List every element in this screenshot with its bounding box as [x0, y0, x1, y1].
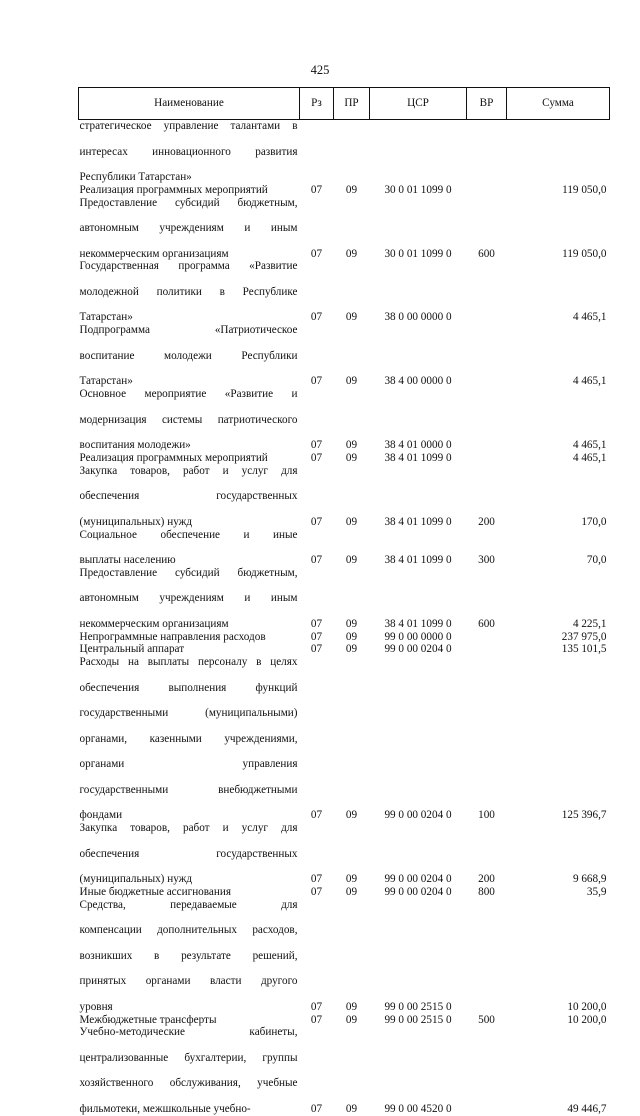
row-name	[79, 197, 300, 261]
row-pr: 09	[345, 375, 358, 388]
header-rz: Рз	[300, 88, 334, 120]
row-vr: 800	[478, 885, 495, 898]
row-csr	[370, 120, 467, 184]
header-pr: ПР	[334, 88, 370, 120]
row-name-line: (муниципальных) нужд	[79, 515, 193, 528]
row-name-line: уровня	[79, 1000, 113, 1013]
row-name-line: Закупка товаров, работ и услуг для	[79, 822, 298, 835]
row-name	[79, 324, 300, 388]
row-pr: 09	[345, 1102, 358, 1115]
row-csr: 38 4 01 1099 0	[384, 451, 452, 464]
row-name-line: Подпрограмма «Патриотическое	[79, 324, 298, 337]
row-pr: 09	[345, 311, 358, 324]
row-vr: 600	[478, 247, 495, 260]
row-sum: 49 446,7	[567, 1102, 607, 1115]
row-name-line: Предоставление субсидий бюджетным,	[79, 566, 298, 579]
row-name-line: принятых органами власти другого	[79, 975, 298, 988]
row-rz: 07	[310, 554, 323, 567]
row-pr: 09	[345, 885, 358, 898]
row-csr: 38 4 00 0000 0	[384, 375, 452, 388]
row-name-line: возникших в результате решений,	[79, 949, 298, 962]
row-vr	[467, 1026, 507, 1115]
row-name-line: выплаты населению	[79, 554, 176, 567]
row-vr: 100	[478, 809, 495, 822]
table-row	[79, 1026, 610, 1115]
row-csr: 99 0 00 0000 0	[384, 630, 452, 643]
row-rz: 07	[310, 439, 323, 452]
table-row	[79, 324, 610, 388]
row-sum: 70,0	[586, 554, 607, 567]
row-name-line: Закупка товаров, работ и услуг для	[79, 464, 298, 477]
row-pr: 09	[345, 1013, 358, 1026]
row-name-line: Расходы на выплаты персоналу в целях	[79, 656, 298, 669]
table-row	[79, 197, 610, 261]
row-csr: 99 0 00 2515 0	[384, 1000, 452, 1013]
row-name	[79, 643, 300, 656]
header-sum: Сумма	[507, 88, 610, 120]
row-name-line: компенсации дополнительных расходов,	[79, 924, 298, 937]
row-csr: 38 4 01 0000 0	[384, 439, 452, 452]
row-vr	[467, 631, 507, 644]
row-name	[79, 567, 300, 631]
table-row	[79, 388, 610, 452]
row-vr	[467, 899, 507, 1014]
row-sum: 4 465,1	[572, 439, 607, 452]
row-sum: 125 396,7	[561, 809, 607, 822]
budget-table	[78, 87, 610, 1116]
row-csr: 30 0 01 1099 0	[384, 247, 452, 260]
row-pr: 09	[345, 643, 358, 656]
row-name-line: Татарстан»	[79, 375, 133, 388]
row-name-line: хозяйственного обслуживания, учебные	[79, 1077, 298, 1090]
row-csr: 38 0 00 0000 0	[384, 311, 452, 324]
header-vr: ВР	[467, 88, 507, 120]
table-row	[79, 260, 610, 324]
row-name	[79, 120, 300, 184]
row-name-line: Республики Татарстан»	[79, 171, 192, 184]
row-name-line: (муниципальных) нужд	[79, 873, 193, 886]
row-name-line: воспитания молодежи»	[79, 439, 191, 452]
row-pr: 09	[345, 554, 358, 567]
row-vr: 200	[478, 515, 495, 528]
table-row	[79, 529, 610, 567]
row-rz: 07	[310, 311, 323, 324]
row-name-line: молодежной политики в Республике	[79, 285, 298, 298]
table-row	[79, 184, 610, 197]
row-vr	[467, 260, 507, 324]
row-pr: 09	[345, 873, 358, 886]
row-rz: 07	[310, 183, 323, 196]
row-name-line: модернизация системы патриотического	[79, 413, 298, 426]
row-sum: 4 465,1	[572, 451, 607, 464]
row-vr: 300	[478, 554, 495, 567]
row-name-line: централизованные бухгалтерии, группы	[79, 1051, 298, 1064]
row-name	[79, 631, 300, 644]
row-sum: 170,0	[581, 515, 607, 528]
row-name-line: обеспечения выполнения функций	[79, 681, 298, 694]
row-name-line: фильмотеки, межшкольные учебно-	[79, 1102, 251, 1115]
row-sum: 10 200,0	[567, 1013, 607, 1026]
row-rz: 07	[310, 885, 323, 898]
row-rz	[300, 120, 334, 184]
row-rz: 07	[310, 1013, 323, 1026]
row-vr: 200	[478, 873, 495, 886]
row-pr: 09	[345, 617, 358, 630]
row-rz: 07	[310, 630, 323, 643]
row-name	[79, 465, 300, 529]
row-name-line: воспитание молодежи Республики	[79, 349, 298, 362]
row-vr	[467, 643, 507, 656]
row-pr: 09	[345, 1000, 358, 1013]
table-row	[79, 899, 610, 1014]
row-name	[79, 184, 300, 197]
row-name	[79, 899, 300, 1014]
row-pr	[334, 120, 370, 184]
row-sum: 4 225,1	[572, 617, 607, 630]
row-name-line: автономным учреждениям и иным	[79, 222, 298, 235]
table-row	[79, 822, 610, 886]
row-pr: 09	[345, 809, 358, 822]
row-name-line: Непрограммные направления расходов	[79, 630, 266, 643]
table-row	[79, 631, 610, 644]
table-row	[79, 452, 610, 465]
row-rz: 07	[310, 1102, 323, 1115]
row-sum: 119 050,0	[562, 247, 607, 260]
row-rz: 07	[310, 515, 323, 528]
row-name	[79, 260, 300, 324]
row-name-line: Реализация программных мероприятий	[79, 451, 268, 464]
row-name-line: Основное мероприятие «Развитие и	[79, 388, 298, 401]
table-row	[79, 886, 610, 899]
row-vr	[467, 452, 507, 465]
row-name-line: Предоставление субсидий бюджетным,	[79, 196, 298, 209]
row-name-line: обеспечения государственных	[79, 490, 298, 503]
row-rz: 07	[310, 617, 323, 630]
row-vr	[467, 324, 507, 388]
row-name	[79, 886, 300, 899]
table-row	[79, 465, 610, 529]
table-row	[79, 1014, 610, 1027]
row-name	[79, 452, 300, 465]
row-sum: 135 101,5	[561, 643, 607, 656]
table-header-row	[79, 88, 610, 120]
row-name-line: органами, казенными учреждениями,	[79, 732, 298, 745]
row-rz: 07	[310, 873, 323, 886]
table-row	[79, 656, 610, 822]
row-sum	[507, 120, 610, 184]
table-row	[79, 120, 610, 184]
row-sum: 237 975,0	[561, 630, 607, 643]
row-csr: 99 0 00 0204 0	[384, 809, 452, 822]
row-vr	[467, 388, 507, 452]
row-name-line: стратегическое управление талантами в	[79, 120, 298, 132]
row-name-line: фондами	[79, 809, 123, 822]
row-name-line: государственными внебюджетными	[79, 783, 298, 796]
row-name-line: Средства, передаваемые для	[79, 898, 298, 911]
row-name	[79, 529, 300, 567]
row-pr: 09	[345, 439, 358, 452]
row-name	[79, 656, 300, 822]
row-sum: 9 668,9	[572, 873, 607, 886]
row-sum: 4 465,1	[572, 375, 607, 388]
row-rz: 07	[310, 247, 323, 260]
row-vr	[467, 120, 507, 184]
row-name-line: органами управления	[79, 758, 298, 771]
row-name-line: Учебно-методические кабинеты,	[79, 1026, 298, 1039]
row-name-line: Иные бюджетные ассигнования	[79, 885, 231, 898]
row-vr: 600	[478, 617, 495, 630]
header-csr: ЦСР	[370, 88, 467, 120]
row-sum: 35,9	[586, 885, 607, 898]
row-csr: 30 0 01 1099 0	[384, 183, 452, 196]
row-name-line: некоммерческим организациям	[79, 617, 229, 630]
row-name-line: интересах инновационного развития	[79, 145, 298, 158]
row-csr: 99 0 00 2515 0	[384, 1013, 452, 1026]
row-rz: 07	[310, 1000, 323, 1013]
row-sum: 119 050,0	[562, 183, 607, 196]
row-csr: 38 4 01 1099 0	[384, 617, 452, 630]
row-name-line: обеспечения государственных	[79, 847, 298, 860]
row-name-line: Межбюджетные трансферты	[79, 1013, 217, 1026]
row-rz: 07	[310, 451, 323, 464]
row-csr: 99 0 00 0204 0	[384, 643, 452, 656]
row-rz: 07	[310, 809, 323, 822]
row-name-line: автономным учреждениям и иным	[79, 592, 298, 605]
row-name-line: некоммерческим организациям	[79, 247, 229, 260]
table-row	[79, 643, 610, 656]
row-name	[79, 1014, 300, 1027]
table-body	[79, 120, 610, 1116]
row-vr	[467, 184, 507, 197]
row-name-line: Реализация программных мероприятий	[79, 183, 268, 196]
row-pr: 09	[345, 451, 358, 464]
row-name-line: государственными (муниципальными)	[79, 707, 298, 720]
row-csr: 99 0 00 0204 0	[384, 873, 452, 886]
row-name-line: Центральный аппарат	[79, 643, 185, 656]
row-csr: 99 0 00 4520 0	[384, 1102, 452, 1115]
row-rz: 07	[310, 643, 323, 656]
row-pr: 09	[345, 247, 358, 260]
row-sum: 10 200,0	[567, 1000, 607, 1013]
row-name	[79, 1026, 300, 1115]
row-csr: 38 4 01 1099 0	[384, 554, 452, 567]
row-csr: 38 4 01 1099 0	[384, 515, 452, 528]
header-name: Наименование	[79, 88, 300, 120]
row-pr: 09	[345, 515, 358, 528]
row-name-line: Социальное обеспечение и иные	[79, 528, 298, 541]
row-name	[79, 388, 300, 452]
page-number: 425	[310, 63, 330, 77]
row-name	[79, 822, 300, 886]
row-pr: 09	[345, 183, 358, 196]
row-csr: 99 0 00 0204 0	[384, 885, 452, 898]
row-rz: 07	[310, 375, 323, 388]
row-vr: 500	[478, 1013, 495, 1026]
row-sum: 4 465,1	[572, 311, 607, 324]
row-pr: 09	[345, 630, 358, 643]
row-name-line: Государственная программа «Развитие	[79, 260, 298, 273]
row-name-line: Татарстан»	[79, 311, 133, 324]
table-row	[79, 567, 610, 631]
